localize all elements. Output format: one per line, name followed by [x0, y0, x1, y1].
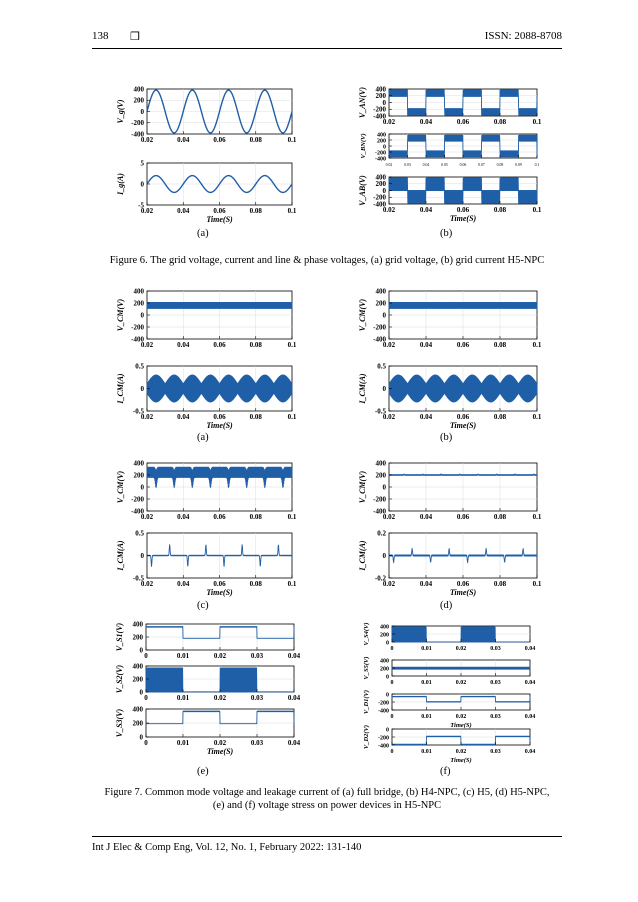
f7b2-xtick-label: 0.02	[382, 413, 396, 421]
f7c2-ytick-label: -0.5	[132, 574, 144, 583]
f7c1-ytick-label: 0	[140, 483, 144, 492]
f7f4-xtick-label: 0.01	[421, 749, 432, 755]
f7c2-xlabel: Time(S)	[206, 588, 233, 597]
f7e2-ytick-label: 400	[132, 662, 143, 671]
fig7-sub-c: (c)	[197, 600, 209, 611]
f7a1-xtick-label: 0.02	[140, 341, 154, 349]
f6b3-ytick-label: 200	[375, 180, 386, 189]
fig7-sub-f: (f)	[440, 766, 451, 777]
f6a1-xtick-label: 0.06	[213, 136, 226, 144]
f6b3-ytick-label: 0	[382, 186, 386, 195]
f6a2-ytick-label: 5	[140, 159, 144, 168]
f7a2-ytick-label: 0.5	[135, 362, 144, 371]
figure7-caption-line1: Figure 7. Common mode voltage and leakage current of (a) full bridge, (b) H4-NPC, (c) H5, (d) H5-NPC,	[104, 787, 550, 798]
f7e1-ylabel: V_S1(V)	[115, 622, 124, 652]
f6b2-ytick-label: 0	[383, 144, 386, 151]
f7f1-xtick-label: 0.04	[524, 646, 536, 652]
f7a1-ytick-label: -400	[131, 335, 144, 344]
f6b3-xtick-label: 0.06	[456, 206, 470, 214]
f7c1-xtick-label: 0.1	[287, 513, 297, 521]
f7c2-xtick-label: 0.02	[140, 580, 154, 588]
f7a1-series-line	[147, 302, 292, 308]
f7e1-xtick-label: 0.01	[176, 652, 190, 660]
f7f1-xtick-label: 0.02	[455, 646, 467, 652]
f7f3-ytick-label: -200	[378, 700, 389, 707]
f6a2-ytick-label: 0	[140, 180, 144, 189]
f7b1-xtick-label: 0.1	[532, 341, 542, 349]
f6b2-ytick-label: -400	[375, 156, 386, 163]
f7f4-ytick-label: 0	[386, 727, 389, 734]
f7e3-xtick-label: 0.03	[250, 739, 264, 747]
f7e2-xtick-label: 0.01	[176, 694, 190, 702]
f6b2-xtick-label: 0.1	[534, 163, 540, 167]
f7d2-ytick-label: -0.2	[374, 574, 386, 583]
f7f2-ylabel: V_S5(V)	[363, 656, 370, 680]
f7d2-xtick-label: 0.1	[532, 580, 542, 588]
f7d1-xtick-label: 0.1	[532, 513, 542, 521]
f7e2-ytick-label: 0	[139, 688, 143, 697]
f7f2-ytick-label: 0	[386, 674, 389, 681]
f7e3-xtick-label: 0	[144, 739, 148, 747]
f7f2-xtick-label: 0.03	[490, 680, 501, 686]
f6b2-xtick-label: 0.06	[459, 163, 467, 167]
f7f1-ytick-label: 200	[380, 632, 389, 639]
f7d2-ytick-label: 0.2	[377, 529, 386, 538]
f7b2-ylabel: I_CM(A)	[358, 373, 367, 404]
f7d2-xlabel: Time(S)	[449, 588, 477, 597]
f7c2-ytick-label: 0.5	[135, 529, 144, 538]
f6b1-ytick-label: 200	[375, 92, 386, 101]
f7c2-xtick-label: 0.08	[249, 580, 262, 588]
f7b2-xtick-label: 0.06	[456, 413, 470, 421]
f7f3-ylabel: V_D1(V)	[363, 689, 370, 715]
f7e3-ytick-label: 200	[132, 719, 143, 728]
f7c1-ytick-label: 200	[133, 471, 144, 480]
f7d2-xtick-label: 0.08	[493, 580, 507, 588]
f7e1-xtick-label: 0	[144, 652, 148, 660]
f6b1-ylabel: V_AN(V)	[358, 86, 367, 119]
f7d1-ytick-label: 400	[375, 459, 386, 468]
f7f4-xlabel: Time(S)	[450, 757, 472, 764]
f7b1-xtick-label: 0.06	[456, 341, 470, 349]
f7c2-ytick-label: 0	[140, 551, 144, 560]
f6b2-xtick-label: 0.03	[404, 163, 411, 167]
f7b1-ytick-label: 0	[382, 311, 386, 320]
f7e1-ytick-label: 200	[132, 633, 143, 642]
f7d1-xtick-label: 0.04	[419, 513, 433, 521]
f7f2-ytick-label: 200	[380, 666, 389, 673]
footer-rule	[92, 836, 562, 837]
f7a2-ylabel: I_CM(A)	[116, 373, 125, 404]
f7f4-ytick-label: -200	[378, 735, 389, 742]
f7f1-xtick-label: 0.01	[421, 646, 432, 652]
f7d2-ytick-label: 0	[382, 551, 386, 560]
f7e1-xtick-label: 0.03	[250, 652, 264, 660]
f7e3-ytick-label: 400	[132, 705, 143, 714]
f7a1-ytick-label: -200	[131, 323, 144, 332]
f6b2-ytick-label: 200	[377, 138, 386, 145]
f7c1-ytick-label: -400	[131, 507, 144, 516]
f7d1-ytick-label: 0	[382, 483, 386, 492]
f7b1-ylabel: V_CM(V)	[358, 298, 367, 332]
f7c1-xtick-label: 0.04	[177, 513, 190, 521]
f7a2-xtick-label: 0.08	[249, 413, 262, 421]
f6b1-xtick-label: 0.06	[456, 118, 470, 126]
f7a1-ytick-label: 400	[133, 287, 144, 296]
f6a2-ylabel: I_g(A)	[116, 173, 125, 195]
f7c1-xtick-label: 0.02	[140, 513, 154, 521]
f7a2-ytick-label: 0	[140, 384, 144, 393]
f6b3-ytick-label: -200	[373, 193, 386, 202]
f6b3-ylabel: V_AB(V)	[358, 175, 367, 206]
page-footer: Int J Elec & Comp Eng, Vol. 12, No. 1, February 2022: 131-140	[92, 842, 362, 853]
f6a2-xtick-label: 0.04	[177, 207, 190, 215]
f7f2-xtick-label: 0.04	[524, 680, 536, 686]
f7d2-ylabel: I_CM(A)	[358, 540, 367, 571]
f7e3-xtick-label: 0.02	[213, 739, 227, 747]
f7f3-xtick-label: 0.04	[524, 714, 536, 720]
f7c1-ytick-label: 400	[133, 459, 144, 468]
f7f4-ylabel: V_D2(V)	[363, 724, 370, 750]
f7e2-ytick-label: 200	[132, 675, 143, 684]
f6a2-xtick-label: 0.08	[249, 207, 262, 215]
f7b1-ytick-label: 400	[375, 287, 386, 296]
f7c1-ytick-label: -200	[131, 495, 144, 504]
fig7-sub-e: (e)	[197, 766, 209, 777]
f7e2-xtick-label: 0	[144, 694, 148, 702]
f7b2-ytick-label: 0.5	[377, 362, 386, 371]
f7d2-xtick-label: 0.06	[456, 580, 470, 588]
f7a2-ytick-label: -0.5	[132, 407, 144, 416]
f7f4-xtick-label: 0.02	[455, 749, 467, 755]
f7f4-xtick-label: 0.03	[490, 749, 501, 755]
f7d1-ytick-label: 200	[375, 471, 386, 480]
f7d1-xtick-label: 0.02	[382, 513, 396, 521]
f7f3-xtick-label: 0.03	[490, 714, 501, 720]
f6b3-ytick-label: -400	[373, 200, 386, 209]
f6a1-xtick-label: 0.1	[287, 136, 297, 144]
f7e1-ytick-label: 0	[139, 646, 143, 655]
f7d1-ylabel: V_CM(V)	[358, 470, 367, 504]
f6b3-xtick-label: 0.08	[493, 206, 507, 214]
fig7-sub-a: (a)	[197, 432, 209, 443]
f7f3-ytick-label: -400	[378, 708, 389, 715]
f7a2-xtick-label: 0.1	[287, 413, 297, 421]
f7c2-xtick-label: 0.04	[177, 580, 190, 588]
figure6-caption: Figure 6. The grid voltage, current and line & phase voltages, (a) grid voltage, (b) grid current H5-NPC	[109, 255, 545, 266]
f7d1-ytick-label: -200	[373, 495, 386, 504]
f7b1-xtick-label: 0.04	[419, 341, 433, 349]
f7a1-ytick-label: 200	[133, 299, 144, 308]
f7e3-ytick-label: 0	[139, 733, 143, 742]
f7e2-xtick-label: 0.03	[250, 694, 264, 702]
f7e1-xtick-label: 0.02	[213, 652, 227, 660]
f7f3-xlabel: Time(S)	[450, 722, 472, 729]
page-number: 138	[92, 30, 109, 42]
f6b1-xtick-label: 0.1	[532, 118, 542, 126]
f7a1-ylabel: V_CM(V)	[116, 298, 125, 332]
f7a1-xtick-label: 0.1	[287, 341, 297, 349]
f6b2-ylabel: V_BN(V)	[360, 133, 367, 159]
f6b3-ytick-label: 400	[375, 173, 386, 182]
f6b1-ytick-label: -400	[373, 112, 386, 121]
f6a2-xtick-label: 0.1	[287, 207, 297, 215]
f7a2-xtick-label: 0.02	[140, 413, 154, 421]
f7f2-xtick-label: 0.02	[455, 680, 467, 686]
f6a1-ytick-label: 200	[133, 96, 144, 105]
f6b2-xtick-label: 0.05	[441, 163, 448, 167]
f6b1-xtick-label: 0.08	[493, 118, 507, 126]
f6a2-xtick-label: 0.06	[213, 207, 226, 215]
f7b2-ytick-label: 0	[382, 384, 386, 393]
f7b1-series-line	[389, 302, 537, 308]
f7c2-xtick-label: 0.1	[287, 580, 297, 588]
f7f1-xtick-label: 0	[390, 646, 394, 652]
f6b2-xtick-label: 0.02	[385, 163, 393, 167]
f7d1-xtick-label: 0.08	[493, 513, 507, 521]
f6a1-ytick-label: -400	[131, 130, 144, 139]
f6b2-ytick-label: -200	[375, 150, 386, 157]
f7f2-ytick-label: 400	[380, 658, 389, 665]
figure7-caption-line2: (e) and (f) voltage stress on power devices in H5-NPC	[212, 800, 442, 811]
f7c2-xtick-label: 0.06	[213, 580, 226, 588]
f7f3-xtick-label: 0.02	[455, 714, 467, 720]
f6a2-xlabel: Time(S)	[206, 215, 233, 224]
f6b3-xtick-label: 0.04	[419, 206, 433, 214]
f6b2-xtick-label: 0.09	[515, 163, 522, 167]
f7f1-ytick-label: 0	[386, 640, 389, 647]
f6b1-ytick-label: 0	[382, 98, 386, 107]
f6b3-xtick-label: 0.02	[382, 206, 396, 214]
f7b2-xtick-label: 0.08	[493, 413, 507, 421]
f7d1-ytick-label: -400	[373, 507, 386, 516]
f6a1-ytick-label: -200	[131, 119, 144, 128]
f7e3-xtick-label: 0.04	[287, 739, 301, 747]
fig7-sub-b: (b)	[440, 432, 453, 443]
f7f3-xtick-label: 0	[390, 714, 394, 720]
f7f4-xtick-label: 0	[390, 749, 394, 755]
f7b1-ytick-label: 200	[375, 299, 386, 308]
f6b2-xtick-label: 0.08	[496, 163, 504, 167]
f7e1-ytick-label: 400	[132, 620, 143, 629]
f7c1-xtick-label: 0.08	[249, 513, 262, 521]
f7d2-xtick-label: 0.02	[382, 580, 396, 588]
f6b2-xtick-label: 0.07	[478, 163, 485, 167]
f7f4-xtick-label: 0.04	[524, 749, 536, 755]
f7f1-ytick-label: 400	[380, 624, 389, 631]
f6b3-xlabel: Time(S)	[449, 214, 477, 223]
f7f2-series-line	[392, 667, 530, 669]
f7b1-ytick-label: -200	[373, 323, 386, 332]
f6a1-ytick-label: 0	[140, 107, 144, 116]
f6b1-xtick-label: 0.04	[419, 118, 433, 126]
box-icon: ❒	[130, 31, 140, 43]
f7e2-xtick-label: 0.04	[287, 694, 301, 702]
f6a1-xtick-label: 0.02	[140, 136, 154, 144]
f6a2-ytick-label: -5	[138, 201, 144, 210]
f7c1-ylabel: V_CM(V)	[116, 470, 125, 504]
f7b1-ytick-label: -400	[373, 335, 386, 344]
f6a1-xtick-label: 0.04	[177, 136, 190, 144]
f7f2-xtick-label: 0.01	[421, 680, 432, 686]
f6b2-ytick-label: 400	[377, 132, 386, 139]
f7a1-xtick-label: 0.04	[177, 341, 190, 349]
f7f4-ytick-label: -400	[378, 743, 389, 750]
f7f1-ylabel: V_S4(V)	[363, 622, 370, 646]
f7e2-ylabel: V_S2(V)	[115, 664, 124, 694]
f7c2-ylabel: I_CM(A)	[116, 540, 125, 571]
f7b2-xtick-label: 0.1	[532, 413, 542, 421]
f7d1-xtick-label: 0.06	[456, 513, 470, 521]
f6a1-ylabel: V_g(V)	[116, 99, 125, 124]
f7b2-xtick-label: 0.04	[419, 413, 433, 421]
f7f3-xtick-label: 0.01	[421, 714, 432, 720]
fig6-sub-a: (a)	[197, 228, 209, 239]
f7a1-xtick-label: 0.06	[213, 341, 226, 349]
f7c1-xtick-label: 0.06	[213, 513, 226, 521]
f7e3-ylabel: V_S3(V)	[115, 708, 124, 738]
f6b2-xtick-label: 0.04	[422, 163, 430, 167]
f6a2-xtick-label: 0.02	[140, 207, 154, 215]
f7b2-xlabel: Time(S)	[449, 421, 477, 430]
f7a2-xlabel: Time(S)	[206, 421, 233, 430]
f6b3-xtick-label: 0.1	[532, 206, 542, 214]
f7e3-xtick-label: 0.01	[176, 739, 190, 747]
f7f3-ytick-label: 0	[386, 692, 389, 699]
figure7-caption	[92, 786, 562, 812]
f7a2-xtick-label: 0.06	[213, 413, 226, 421]
f7a1-ytick-label: 0	[140, 311, 144, 320]
f6b1-ytick-label: -200	[373, 105, 386, 114]
fig7-sub-d: (d)	[440, 600, 453, 611]
f6a1-ytick-label: 400	[133, 85, 144, 94]
f7d2-xtick-label: 0.04	[419, 580, 433, 588]
f7b2-ytick-label: -0.5	[374, 407, 386, 416]
fig6-sub-b: (b)	[440, 228, 453, 239]
f7f2-xtick-label: 0	[390, 680, 394, 686]
issn: ISSN: 2088-8708	[484, 30, 562, 42]
f7e1-xtick-label: 0.04	[287, 652, 301, 660]
f6b1-xtick-label: 0.02	[382, 118, 396, 126]
f6b1-ytick-label: 400	[375, 85, 386, 94]
f7b1-xtick-label: 0.08	[493, 341, 507, 349]
f7a2-xtick-label: 0.04	[177, 413, 190, 421]
f7e2-xtick-label: 0.02	[213, 694, 227, 702]
f7f1-xtick-label: 0.03	[490, 646, 501, 652]
f6a1-xtick-label: 0.08	[249, 136, 262, 144]
f7a1-xtick-label: 0.08	[249, 341, 262, 349]
f7e3-xlabel: Time(S)	[206, 747, 234, 756]
f7b1-xtick-label: 0.02	[382, 341, 396, 349]
